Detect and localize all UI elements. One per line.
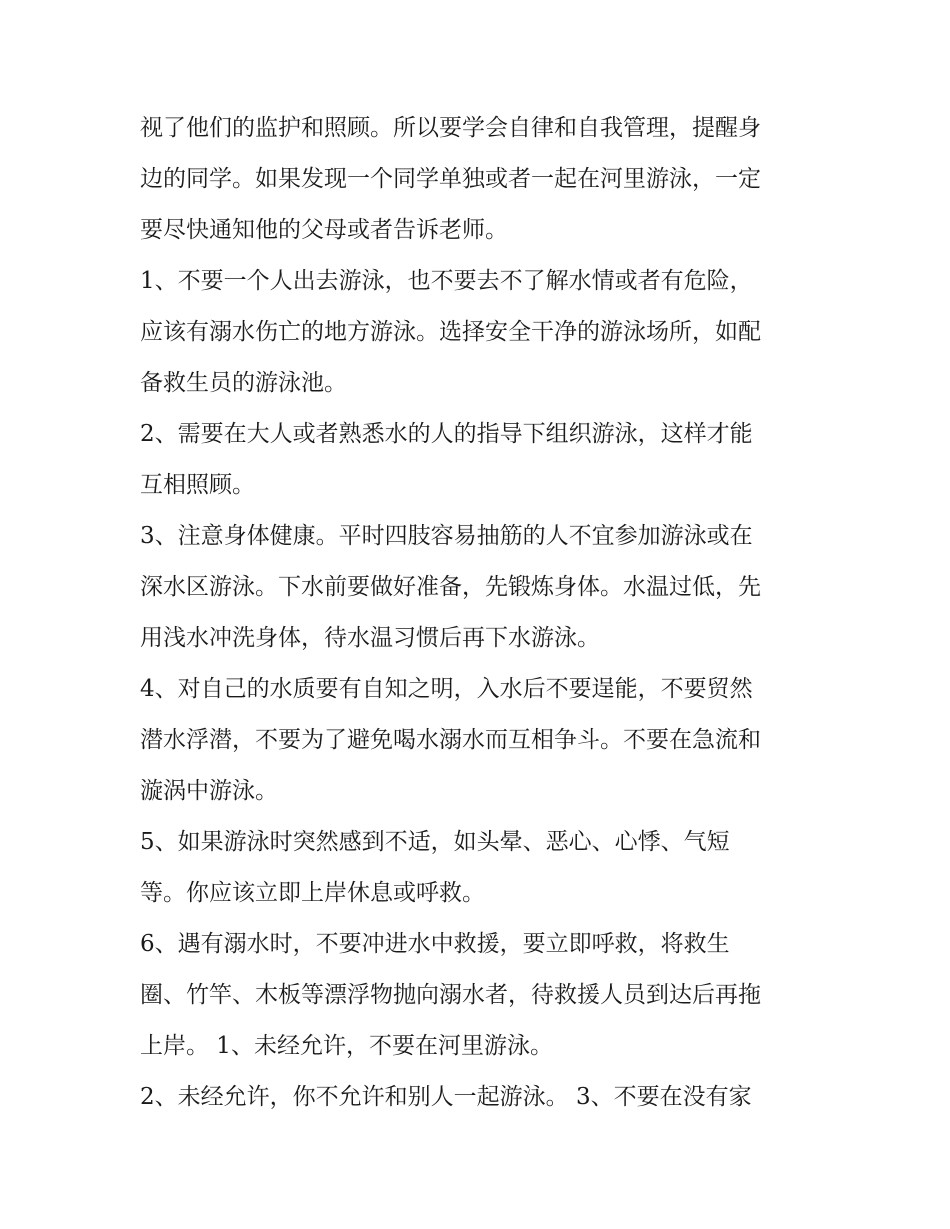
text-line: 3、注意身体健康。平时四肢容易抽筋的人不宜参加游泳或在 (140, 523, 753, 549)
text-line: 边的同学。如果发现一个同学单独或者一起在河里游泳，一定 (140, 166, 761, 192)
text-line: 等。你应该立即上岸休息或呼救。 (140, 880, 485, 906)
text-line: 用浅水冲洗身体，待水温习惯后再下水游泳。 (140, 625, 600, 651)
document-body (140, 103, 830, 1123)
text-line: 漩涡中游泳。 (140, 778, 278, 804)
text-line: 要尽快通知他的父母或者告诉老师。 (140, 217, 508, 243)
text-line: 2、未经允许，你不允许和别人一起游泳。 3、不要在没有家 (140, 1084, 752, 1110)
text-line: 深水区游泳。下水前要做好准备，先锻炼身体。水温过低，先 (140, 574, 761, 600)
text-line: 2、需要在大人或者熟悉水的人的指导下组织游泳，这样才能 (140, 421, 753, 447)
text-line: 应该有溺水伤亡的地方游泳。选择安全干净的游泳场所，如配 (140, 319, 761, 345)
text-line: 视了他们的监护和照顾。所以要学会自律和自我管理，提醒身 (140, 115, 761, 141)
text-line: 6、遇有溺水时，不要冲进水中救援，要立即呼救，将救生 (140, 931, 730, 957)
text-line: 上岸。 1、未经允许，不要在河里游泳。 (140, 1033, 553, 1059)
text-line: 备救生员的游泳池。 (140, 370, 347, 396)
text-line: 互相照顾。 (140, 472, 255, 498)
text-line: 圈、竹竿、木板等漂浮物抛向溺水者，待救援人员到达后再拖 (140, 982, 761, 1008)
text-line: 5、如果游泳时突然感到不适，如头晕、恶心、心悸、气短 (140, 829, 730, 855)
text-line: 4、对自己的水质要有自知之明，入水后不要逞能，不要贸然 (140, 676, 753, 702)
text-line: 潜水浮潜，不要为了避免喝水溺水而互相争斗。不要在急流和 (140, 727, 761, 753)
text-line: 1、不要一个人出去游泳，也不要去不了解水情或者有危险， (140, 268, 753, 294)
